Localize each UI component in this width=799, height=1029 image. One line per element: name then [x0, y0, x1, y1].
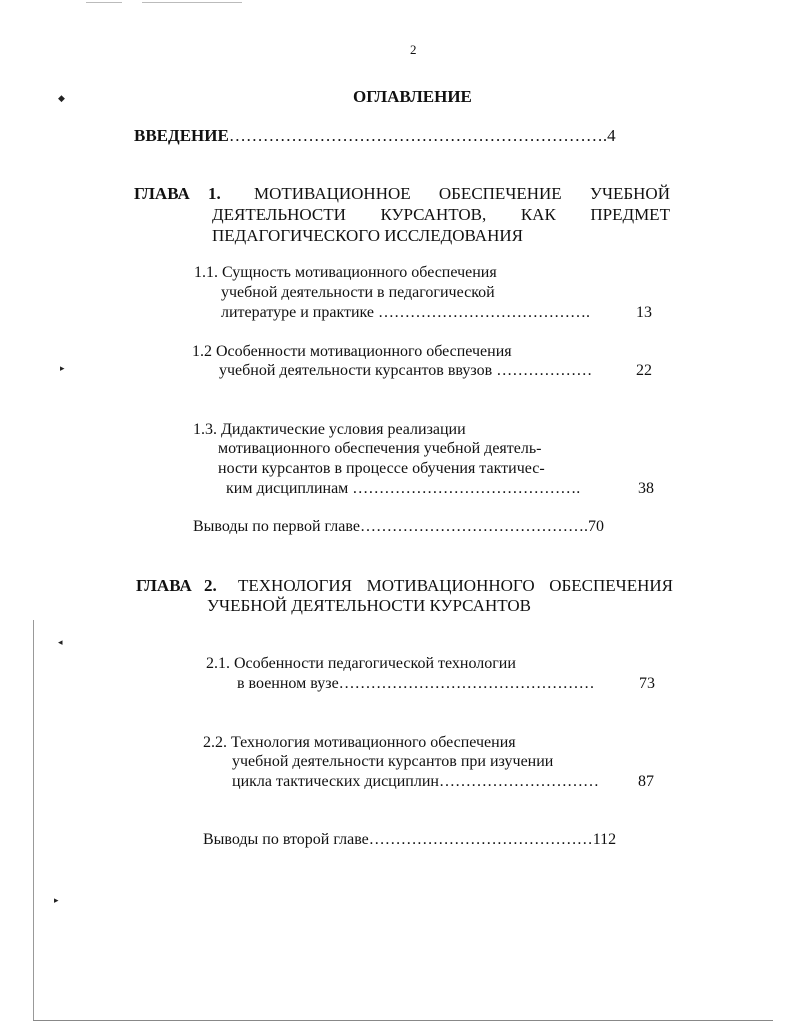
toc-entry-label: Выводы по первой главе [193, 518, 360, 535]
page-title: ОГЛАВЛЕНИЕ [353, 87, 472, 106]
chapter1-title-line3: ПЕДАГОГИЧЕСКОГО ИССЛЕДОВАНИЯ [212, 226, 523, 245]
page-number: 2 [410, 42, 417, 57]
chapter1-title-line2 [212, 205, 670, 225]
toc-entry-page: 4 [607, 126, 616, 145]
toc-entry-page: 70 [587, 518, 604, 535]
toc-section-line: 1.3. Дидактические условия реализации [193, 421, 466, 438]
toc-section-line: 2.1. Особенности педагогической технологии [206, 655, 516, 672]
chapter-title-word: ПРЕДМЕТ [590, 205, 670, 224]
chapter-title-word: КАК [520, 205, 556, 224]
chapter-title-word: КУРСАНТОВ, [380, 205, 487, 224]
chapter-title-word: ТЕХНОЛОГИЯ [238, 576, 353, 595]
scan-speck: ◂ [58, 637, 63, 647]
toc-entry-page: 22 [636, 362, 652, 379]
chapter2-title-line1 [238, 576, 673, 596]
chapter-title-word: ДЕЯТЕЛЬНОСТИ [212, 205, 346, 224]
toc-section-line: литературе и практике …………………………………. [221, 304, 591, 321]
toc-section-line: мотивационного обеспечения учебной деятель- [218, 440, 542, 457]
toc-section-line: 2.2. Технология мотивационного обеспечения [203, 734, 516, 751]
chapter-number: 1. [208, 184, 221, 203]
scan-edge-left [33, 620, 34, 1020]
chapter-title-word: УЧЕБНОЙ [589, 184, 670, 203]
toc-leader-dots: ……………………………………. [359, 518, 588, 535]
chapter-word: ГЛАВА [134, 184, 190, 203]
toc-entry-page: 112 [592, 831, 617, 848]
toc-entry-page: 38 [638, 480, 654, 497]
toc-section-line: 1.2 Особенности мотивационного обеспечения [192, 343, 512, 360]
scan-edge-top [86, 2, 122, 3]
toc-section-line: учебной деятельности в педагогической [221, 284, 495, 301]
toc-entry-label: Выводы по второй главе [203, 831, 369, 848]
chapter2-label [136, 576, 217, 596]
chapter2-title-line2: УЧЕБНОЙ ДЕЯТЕЛЬНОСТИ КУРСАНТОВ [207, 596, 531, 615]
chapter1-label [134, 184, 221, 204]
toc-leader-dots: …………………………………… [368, 831, 593, 848]
toc-entry-page: 73 [639, 675, 655, 692]
chapter-title-word: МОТИВАЦИОННОГО [366, 576, 535, 595]
toc-section-line: учебной деятельности курсантов при изучении [232, 753, 554, 770]
toc-section-line: в военном вузе………………………………………… [237, 675, 595, 692]
chapter-number: 2. [204, 576, 217, 595]
scan-speck: ◆ [58, 93, 65, 103]
toc-section-line: учебной деятельности курсантов ввузов ……………… [219, 362, 593, 379]
toc-section-line: цикла тактических дисциплин………………………… [232, 773, 599, 790]
toc-entry-conclusion-2[interactable] [203, 831, 616, 849]
toc-section-line: ности курсантов в процессе обучения тактичес- [218, 460, 545, 477]
chapter-word: ГЛАВА [136, 576, 192, 595]
toc-entry-intro[interactable] [134, 126, 616, 146]
toc-leader-dots: …………………………………………………………. [228, 126, 608, 145]
toc-entry-page: 13 [636, 304, 652, 321]
chapter-title-word: ОБЕСПЕЧЕНИЯ [549, 576, 673, 595]
toc-section-line: 1.1. Сущность мотивационного обеспечения [194, 264, 497, 281]
scan-edge-top [142, 2, 242, 3]
chapter1-title-line1 [254, 184, 670, 204]
chapter-title-word: ОБЕСПЕЧЕНИЕ [438, 184, 562, 203]
toc-section-line: ким дисциплинам ……………………………………. [226, 480, 581, 497]
chapter-title-word: МОТИВАЦИОННОЕ [254, 184, 411, 203]
scan-speck: ▸ [60, 363, 65, 373]
toc-entry-page: 87 [638, 773, 654, 790]
toc-entry-conclusion-1[interactable] [193, 518, 604, 536]
toc-entry-label: ВВЕДЕНИЕ [134, 126, 229, 145]
scan-speck: ▸ [54, 895, 59, 905]
scan-edge-bottom [33, 1020, 773, 1021]
